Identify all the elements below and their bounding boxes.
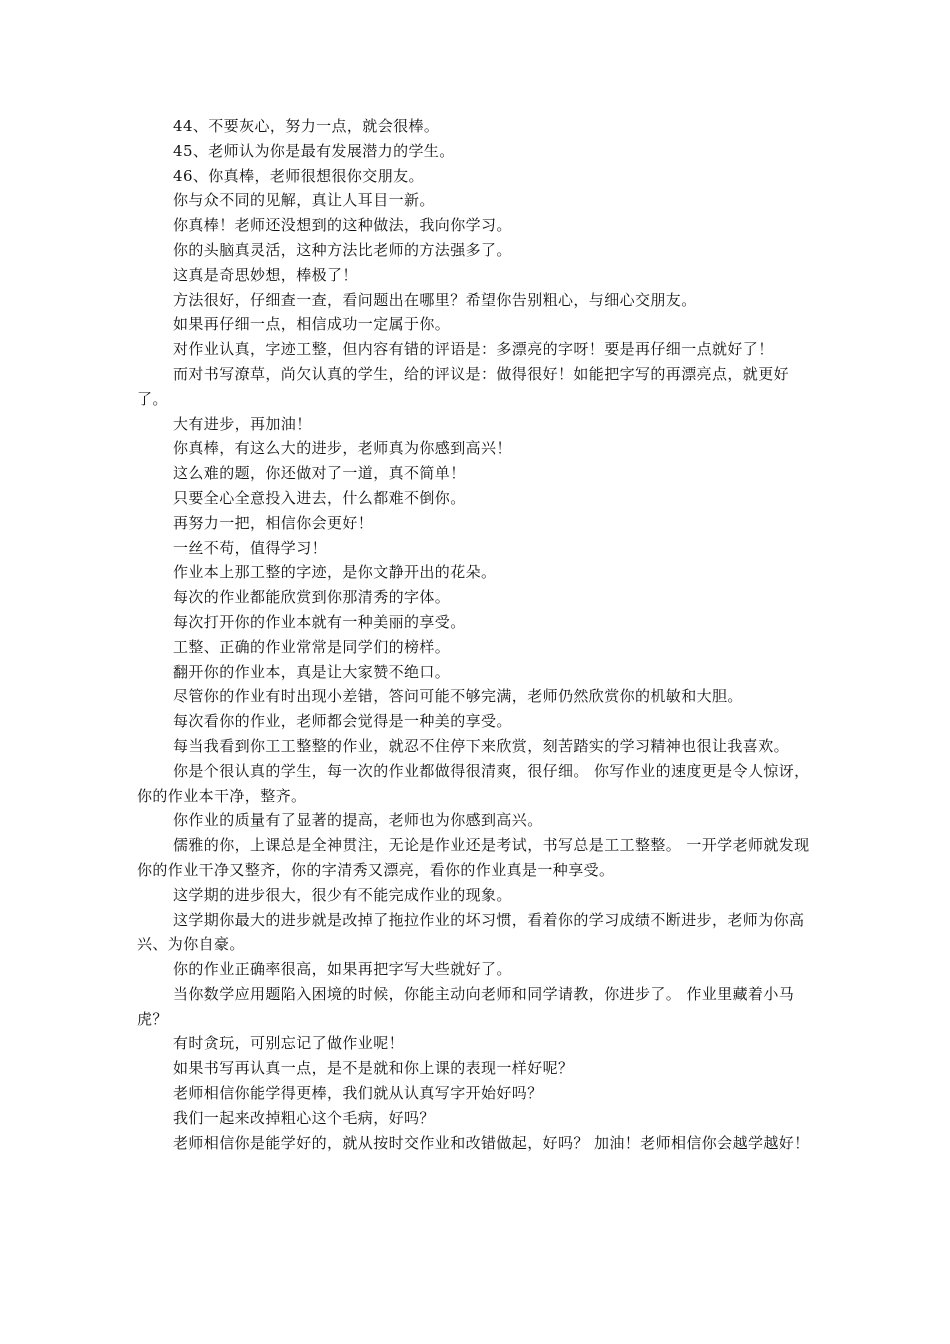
- paragraph: 如果再仔细一点，相信成功一定属于你。: [173, 315, 451, 334]
- paragraph: 我们一起来改掉粗心这个毛病，好吗？: [173, 1108, 435, 1127]
- paragraph: 作业本上那工整的字迹，是你文静开出的花朵。: [173, 563, 497, 582]
- paragraph: 而对书写潦草，尚欠认真的学生，给的评议是：做得很好！如能把字写的再漂亮点，就更好了。: [137, 364, 790, 408]
- paragraph: 儒雅的你，上课总是全神贯注，无论是作业还是考试，书写总是工工整整。 一开学老师就发现你的作业干净又整齐，你的字清秀又漂亮，看你的作业真是一种享受。: [137, 836, 810, 879]
- paragraph: 这么难的题，你还做对了一道，真不简单！: [173, 464, 466, 483]
- paragraph: 老师相信你能学得更棒，我们就从认真写字开始好吗？: [173, 1084, 543, 1103]
- paragraph: 44、不要灰心，努力一点，就会很棒。: [173, 117, 440, 135]
- paragraph: 你与众不同的见解，真让人耳目一新。: [173, 191, 435, 210]
- paragraph: 每次的作业都能欣赏到你那清秀的字体。: [173, 588, 451, 607]
- paragraph: 工整、正确的作业常常是同学们的榜样。: [173, 637, 451, 656]
- paragraph: 一丝不苟，值得学习！: [173, 538, 328, 557]
- paragraph: 当你数学应用题陷入困境的时候，你能主动向老师和同学请教，你进步了。 作业里藏着小马虎？: [137, 984, 795, 1028]
- paragraph: 45、老师认为你是最有发展潜力的学生。: [173, 141, 455, 160]
- paragraph: 有时贪玩，可别忘记了做作业呢！: [173, 1034, 405, 1053]
- paragraph: 每次看你的作业，老师都会觉得是一种美的享受。: [173, 712, 512, 731]
- document-page: [137, 114, 813, 1155]
- paragraph: 尽管你的作业有时出现小差错，答问可能不够完满，老师仍然欣赏你的机敏和大胆。: [173, 687, 743, 706]
- paragraph: 翻开你的作业本，真是让大家赞不绝口。: [173, 662, 451, 681]
- paragraph: 你是个很认真的学生，每一次的作业都做得很清爽，很仔细。 你写作业的速度更是令人惊讶，你的作业本干净，整齐。: [137, 761, 810, 805]
- paragraph: 只要全心全意投入进去，什么都难不倒你。: [173, 488, 466, 507]
- paragraph: 你的头脑真灵活，这种方法比老师的方法强多了。: [173, 240, 512, 259]
- paragraph: 你真棒！老师还没想到的这种做法，我向你学习。: [173, 216, 512, 235]
- paragraph: 每当我看到你工工整整的作业，就忍不住停下来欣赏，刻苦踏实的学习精神也很让我喜欢。: [173, 736, 790, 755]
- paragraph: 对作业认真，字迹工整，但内容有错的评语是：多漂亮的字呀！要是再仔细一点就好了！: [173, 340, 774, 359]
- paragraph: 46、你真棒，老师很想很你交朋友。: [173, 166, 424, 185]
- paragraph: 方法很好，仔细查一查，看问题出在哪里？希望你告别粗心，与细心交朋友。: [173, 290, 697, 309]
- paragraph: 你真棒，有这么大的进步，老师真为你感到高兴！: [173, 439, 512, 458]
- paragraph: 老师相信你是能学好的，就从按时交作业和改错做起，好吗？ 加油！老师相信你会越学越好！: [173, 1133, 810, 1152]
- paragraph: 再努力一把，相信你会更好！: [173, 513, 374, 532]
- paragraph: 这学期的进步很大，很少有不能完成作业的现象。: [173, 885, 512, 904]
- paragraph: 大有进步，再加油！: [173, 414, 312, 433]
- paragraph: 如果书写再认真一点，是不是就和你上课的表现一样好呢？: [173, 1059, 574, 1078]
- paragraph: 每次打开你的作业本就有一种美丽的享受。: [173, 612, 466, 631]
- paragraph: 你的作业正确率很高，如果再把字写大些就好了。: [173, 960, 512, 979]
- paragraph: 你作业的质量有了显著的提高，老师也为你感到高兴。: [173, 811, 543, 830]
- paragraph: 这学期你最大的进步就是改掉了拖拉作业的坏习惯，看着你的学习成绩不断进步，老师为你高兴、为你自豪。: [137, 910, 805, 954]
- paragraph: 这真是奇思妙想，棒极了！: [173, 265, 358, 284]
